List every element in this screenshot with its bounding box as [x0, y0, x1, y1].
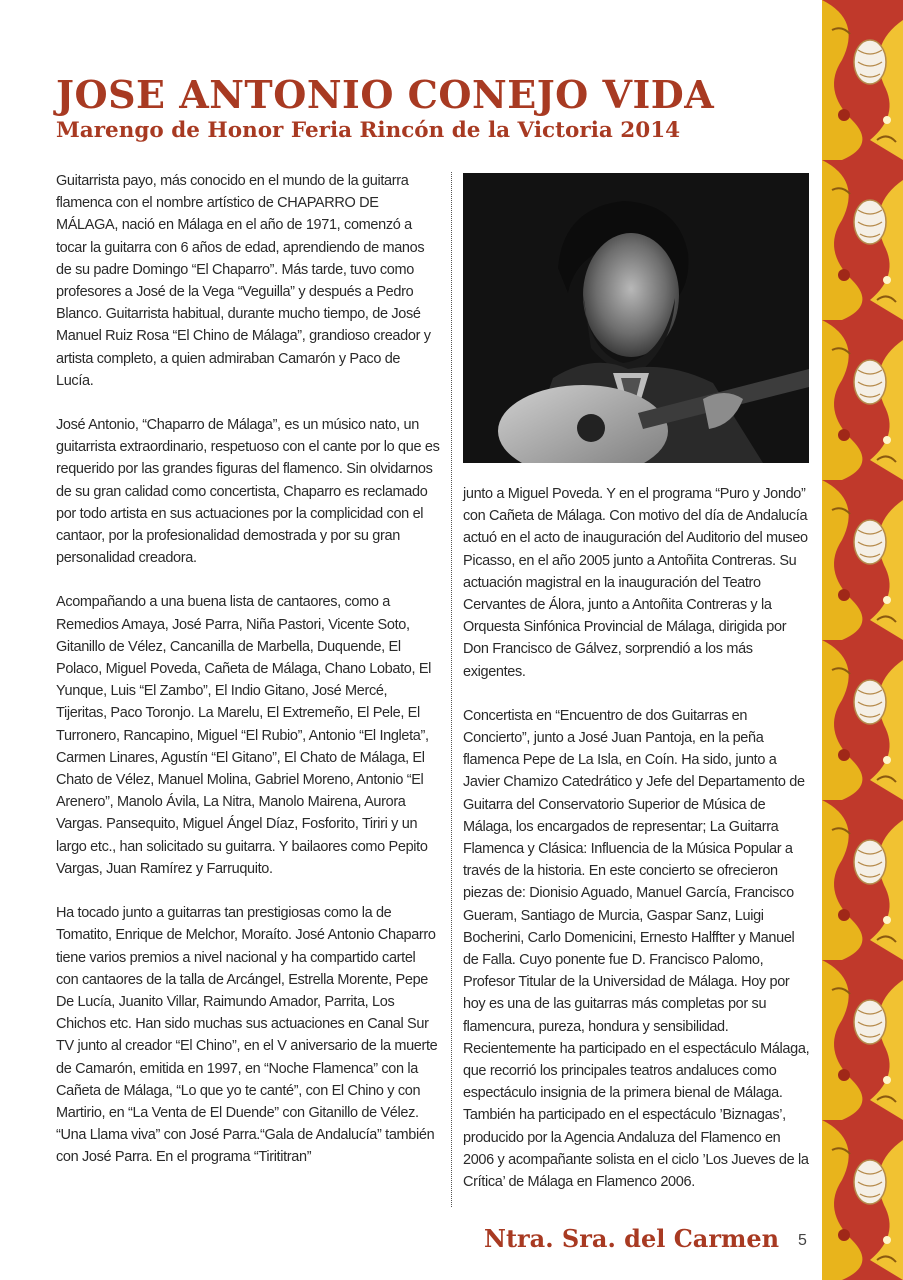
paragraph: Acompañando a una buena lista de cantaores, como a Remedios Amaya, José Parra, Niña Pastori, Vicente Soto, Gitanillo de Vélez, Cancanilla de Marbella, Duquende, El Polaco, Miguel Poveda, Cañeta de Málaga, Chano Lobato, El Yunque, Luis “El Zambo”, El Indio Gitano, José Mercé, Tijeritas, Paco Toronjo. La Marelu, El Extremeño, El Pele, El Turronero, Rancapino, Miguel “El Rubio”, Antonio “El Ingleta”, Carmen Linares, Agustín “El Gitano”, El Chato de Málaga, El Chato de Vélez, Manuel Molina, Gabriel Moreno, Antonio “El Arenero”, Manolo Ávila, La Nitra, Manolo Mairena, Aurora Vargas. Pansequito, Miguel Ángel Díaz, Fosforito, Tiriri y un largo etc., han solicitado su guitarra. Y bailaores como Pepito Vargas, Juan Ramírez y Farruquito. [56, 594, 432, 877]
paragraph: Concertista en “Encuentro de dos Guitarras en Concierto”, junto a José Juan Pantoja, en la peña flamenca Pepe de La Isla, en Coín. Ha sido, junto a Javier Chamizo Catedrático y Jefe del Departamento de Guitarra del Conservatorio Superior de Música de Málaga, los encargados de representar; La Guitarra Flamenca y Clásica: Influencia de la Música Popular a través de la historia. En este concierto se ofrecieron piezas de: Dionisio Aguado, Manuel García, Francisco Gueram, Santiago de Murcia, Gaspar Sanz, Luigi Bocherini, Carlo Domenicini, Ernesto Halffter y Manuel de Falla. Cuyo ponente fue D. Francisco Palomo, Profesor Titular de la Universidad de Málaga. Hoy por hoy es una de las guitarras más completas por su flamencura, pureza, hondura y sensibilidad. Recientemente ha participado en el espectáculo Málaga, que recorrió los principales teatros andaluces como espectáculo insignia de la primera bienal de Málaga. También ha participado en el espectáculo ’Biznagas’, producido por la Agencia Andaluza del Flamenco en 2006 y acompañante solista en el ciclo ’Los Jueves de la Crítica’ de Málaga en Flamenco 2006. [463, 707, 810, 1191]
column-divider [451, 172, 452, 1207]
page-title: JOSE ANTONIO CONEJO VIDA [56, 72, 715, 117]
page-number: 5 [798, 1232, 807, 1249]
paragraph: Ha tocado junto a guitarras tan prestigiosas como la de Tomatito, Enrique de Melchor, Moraíto. José Antonio Chaparro tiene varios premios a nivel nacional y ha compartido cartel con cantaores de la talla de Arcángel, Estrella Morente, Pepe De Lucía, Juanito Villar, Raimundo Amador, Parrita, Los Chichos etc. Han sido muchas sus actuaciones en Canal Sur TV junto al creador “El Chino”, en el V aniversario de la muerte de Camarón, emitida en 1997, en “Noche Flamenca” con la Cañeta de Málaga, “Lo que yo te canté”, con El Chino y con Martirio, en “La Venta de El Duende” con Gitanillo de Vélez. “Una Llama viva” con José Parra.“Gala de Andalucía” también con José Parra. En el programa “Tirititran” [56, 905, 438, 1166]
paragraph: José Antonio, “Chaparro de Málaga”, es un músico nato, un guitarrista extraordinario, respetuoso con el cante por lo que es requerido por las grandes figuras del flamenco. Sin olvidarnos de su gran calidad como concertista, Chaparro es reclamado por todo artista en sus actuaciones por la complicidad con el cantaor, por la profesionalidad demostrada y por su gran personalidad creadora. [56, 417, 440, 567]
paragraph: Guitarrista payo, más conocido en el mundo de la guitarra flamenca con el nombre artístico de CHAPARRO DE MÁLAGA, nació en Málaga en el año de 1971, comenzó a tocar la guitarra con 6 años de edad, aprendiendo de manos de su padre Domingo “El Chaparro”. Más tarde, tuvo como profesores a José de la Vega “Veguilla” y después a Pedro Blanco. Guitarrista habitual, durante mucho tiempo, de José Manuel Ruiz Rosa “El Chino de Málaga”, grandioso creador y artista completo, a quien admiraban Camarón y Paco de Lucía. [56, 173, 431, 389]
paragraph: junto a Miguel Poveda. Y en el programa “Puro y Jondo” con Cañeta de Málaga. Con motivo del día de Andalucía actuó en el acto de inauguración del Auditorio del museo Picasso, en el año 2005 junto a Antoñita Contreras. Su actuación magistral en la inauguración del Teatro Cervantes de Álora, junto a Antoñita Contreras y la Orquesta Sinfónica Provincial de Málaga, dirigida por Don Francisco de Gálvez, sorprendió a los más exigentes. [463, 486, 808, 680]
right-column [463, 483, 813, 1215]
footer-title: Ntra. Sra. del Carmen [484, 1224, 780, 1253]
page-subtitle: Marengo de Honor Feria Rincón de la Victoria 2014 [56, 118, 681, 143]
left-column [56, 170, 440, 1191]
guitarist-photo-graphic [463, 173, 809, 463]
guitarist-photo [463, 173, 809, 463]
ornamental-border [822, 0, 903, 1280]
